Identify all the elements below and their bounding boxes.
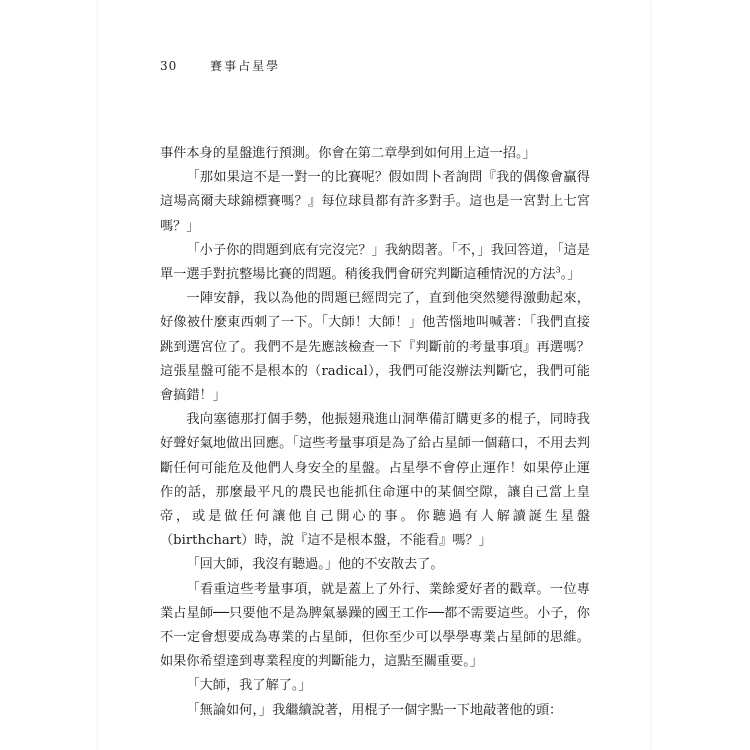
paragraph-7: 「大師，我了解了。」 xyxy=(186,678,312,694)
running-head xyxy=(160,57,280,74)
paragraph-2: 「小子你的問題到底有完沒完？」我納悶著。「不，」我回答道，「這是單一選手對抗整場比賽的問題。稍後我們會研究判斷這種情況的方法$^3$。」 xyxy=(160,242,590,283)
body-text xyxy=(160,142,590,723)
paragraph-1: 「那如果這不是一對一的比賽呢？假如問卜者詢問『我的偶像會贏得這場高爾夫球錦標賽嗎？』每位球員都有許多對手。這也是一宮對上七宮嗎？」 xyxy=(160,170,590,234)
paragraph-8: 「無論如何，」我繼續說著，用棍子一個字點一下地敲著他的頭： xyxy=(186,702,563,718)
book-title: 賽事占星學 xyxy=(210,59,281,73)
paragraph-6: 「看重這些考量事項，就是蓋上了外行、業餘愛好者的戳章。一位專業占星師──只要他不是為脾氣暴躁的國王工作──都不需要這些。小子，你不一定會想要成為專業的占星師，但你至少可以學學專業占星師的思維。如果你希望達到專業程度的判斷能力，這點至關重要。」 xyxy=(160,581,590,670)
footnote-marker[interactable]: 3 xyxy=(555,265,561,275)
paragraph-3: 一陣安靜，我以為他的問題已經問完了，直到他突然變得激動起來，好像被什麼東西刺了一下。「大師！大師！」他苦惱地叫喊著：「我們直接跳到選宮位了。我們不是先應該檢查一下『判斷前的考量事項』再選嗎？這張星盤可能不是根本的（radical），我們可能沒辦法判斷它，我們可能會搞錯！」 xyxy=(160,291,590,404)
page-number: 30 xyxy=(160,59,178,73)
paragraph-5: 「回大師，我沒有聽過。」他的不安散去了。 xyxy=(186,557,444,573)
paragraph-4: 我向塞德那打個手勢，他振翅飛進山洞準備訂購更多的棍子，同時我好聲好氣地做出回應。「這些考量事項是為了給占星師一個藉口，不用去判斷任何可能危及他們人身安全的星盤。占星學不會停止運作！如果停止運作的話，那麼最平凡的農民也能抓住命運中的某個空隙，讓自己當上皇帝，或是做任何讓他自己開心的事。你聽過有人解讀誕生星盤（birthchart）時，說『這不是根本盤，不能看』嗎？」 xyxy=(160,412,590,549)
paragraph-0: 事件本身的星盤進行預測。你會在第二章學到如何用上這一招。」 xyxy=(160,146,536,161)
